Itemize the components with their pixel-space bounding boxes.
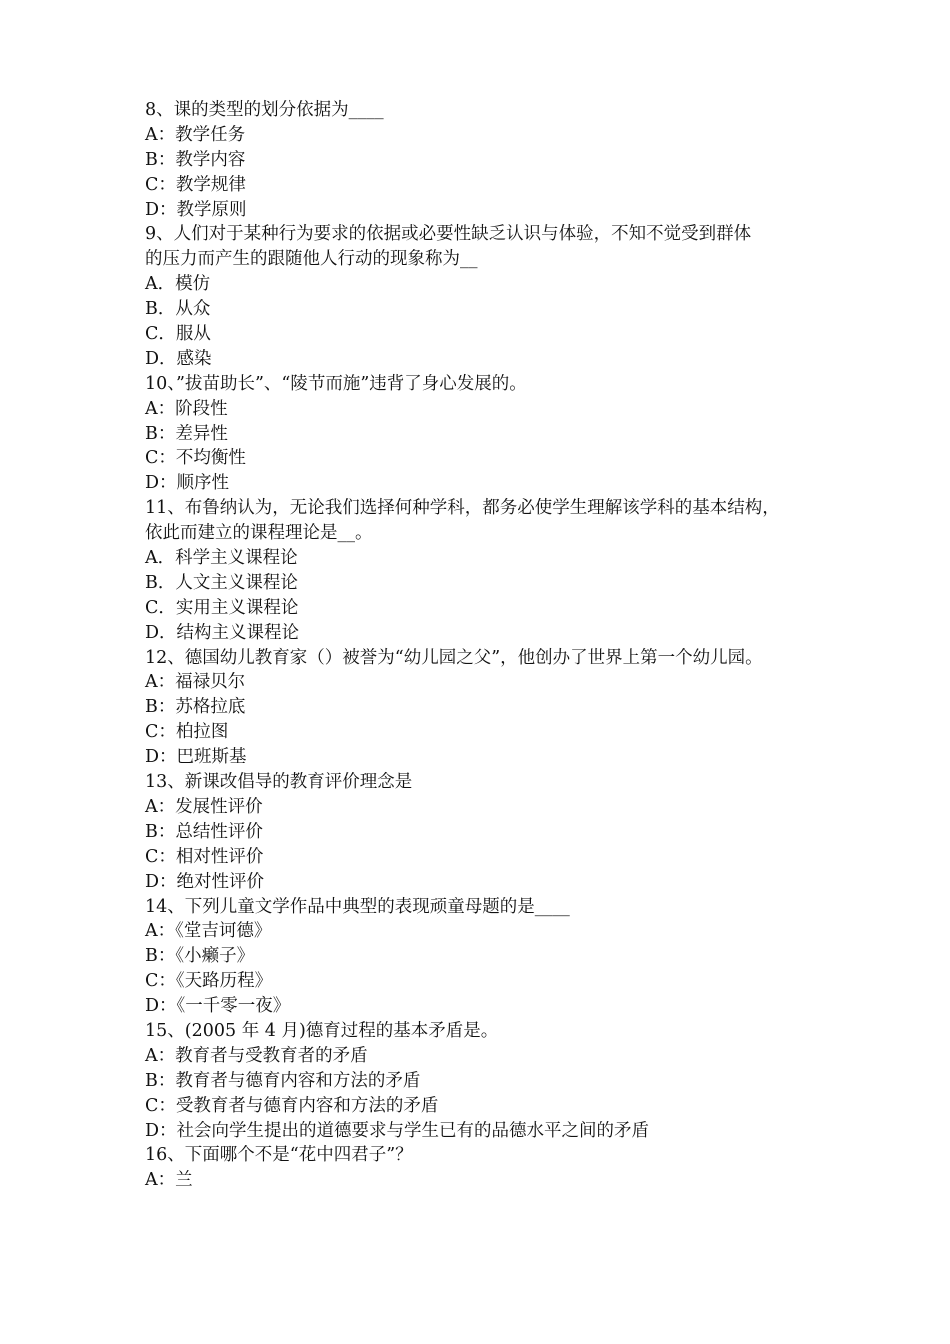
question-9-option-d: D．感染 [145, 348, 212, 369]
question-9-option-b: B．从众 [145, 299, 211, 320]
question-9-option-a: A．模仿 [145, 274, 211, 295]
question-8-stem: 8、课的类型的划分依据为____ [145, 100, 384, 120]
question-12-stem: 12、德国幼儿教育家（）被誉为“幼儿园之父”，他创办了世界上第一个幼儿园。 [145, 647, 763, 668]
question-11-option-c: C．实用主义课程论 [145, 597, 299, 618]
question-13-option-a: A：发展性评价 [145, 796, 263, 817]
question-13-option-c: C：相对性评价 [145, 846, 264, 867]
question-13-stem: 13、新课改倡导的教育评价理念是 [145, 772, 413, 793]
question-14-option-b: B：《小癞子》 [145, 946, 255, 967]
question-9-stem-continued: 的压力而产生的跟随他人行动的现象称为__ [145, 249, 478, 270]
question-10-stem: 10、”拔苗助长”、“陵节而施”违背了身心发展的。 [145, 373, 527, 394]
question-12-option-b: B：苏格拉底 [145, 697, 246, 718]
question-13-option-b: B：总结性评价 [145, 821, 263, 842]
question-16-option-a: A：兰 [145, 1170, 193, 1191]
question-15-option-c: C：受教育者与德育内容和方法的矛盾 [145, 1095, 439, 1116]
question-10-option-c: C：不均衡性 [145, 448, 246, 469]
question-9-stem: 9、人们对于某种行为要求的依据或必要性缺乏认识与体验，不知不觉受到群体 [145, 224, 752, 245]
question-15-stem: 15、(2005 年 4 月)德育过程的基本矛盾是。 [145, 1020, 499, 1041]
question-11-stem: 11、布鲁纳认为，无论我们选择何种学科，都务必使学生理解该学科的基本结构， [145, 498, 780, 519]
question-12-option-d: D：巴班斯基 [145, 747, 247, 768]
question-15-option-a: A：教育者与受教育者的矛盾 [145, 1045, 368, 1066]
question-14-option-a: A：《堂吉诃德》 [145, 921, 272, 942]
question-14-option-d: D：《一千零一夜》 [145, 996, 291, 1017]
question-12-option-c: C：柏拉图 [145, 722, 229, 743]
question-8-option-c: C：教学规律 [145, 174, 246, 195]
question-15-option-d: D：社会向学生提出的道德要求与学生已有的品德水平之间的矛盾 [145, 1120, 650, 1141]
question-15-option-b: B：教育者与德育内容和方法的矛盾 [145, 1070, 421, 1091]
question-11-option-b: B．人文主义课程论 [145, 572, 298, 593]
question-13-option-d: D：绝对性评价 [145, 871, 265, 892]
question-11-stem-continued: 依此而建立的课程理论是__。 [145, 523, 373, 544]
question-10-option-d: D：顺序性 [145, 473, 230, 494]
question-14-stem: 14、下列儿童文学作品中典型的表现顽童母题的是____ [145, 896, 570, 917]
question-9-option-c: C．服从 [145, 324, 211, 345]
question-11-option-d: D．结构主义课程论 [145, 622, 300, 643]
question-11-option-a: A．科学主义课程论 [145, 548, 298, 569]
question-12-option-a: A：福禄贝尔 [145, 672, 246, 693]
document-page [145, 98, 810, 1193]
question-8-option-b: B：教学内容 [145, 149, 246, 170]
question-10-option-a: A：阶段性 [145, 398, 228, 419]
question-8-option-a: A：教学任务 [145, 124, 246, 145]
question-16-stem: 16、下面哪个不是“花中四君子”？ [145, 1145, 413, 1166]
question-10-option-b: B：差异性 [145, 423, 228, 444]
question-14-option-c: C：《天路历程》 [145, 971, 273, 992]
question-8-option-d: D：教学原则 [145, 199, 247, 220]
